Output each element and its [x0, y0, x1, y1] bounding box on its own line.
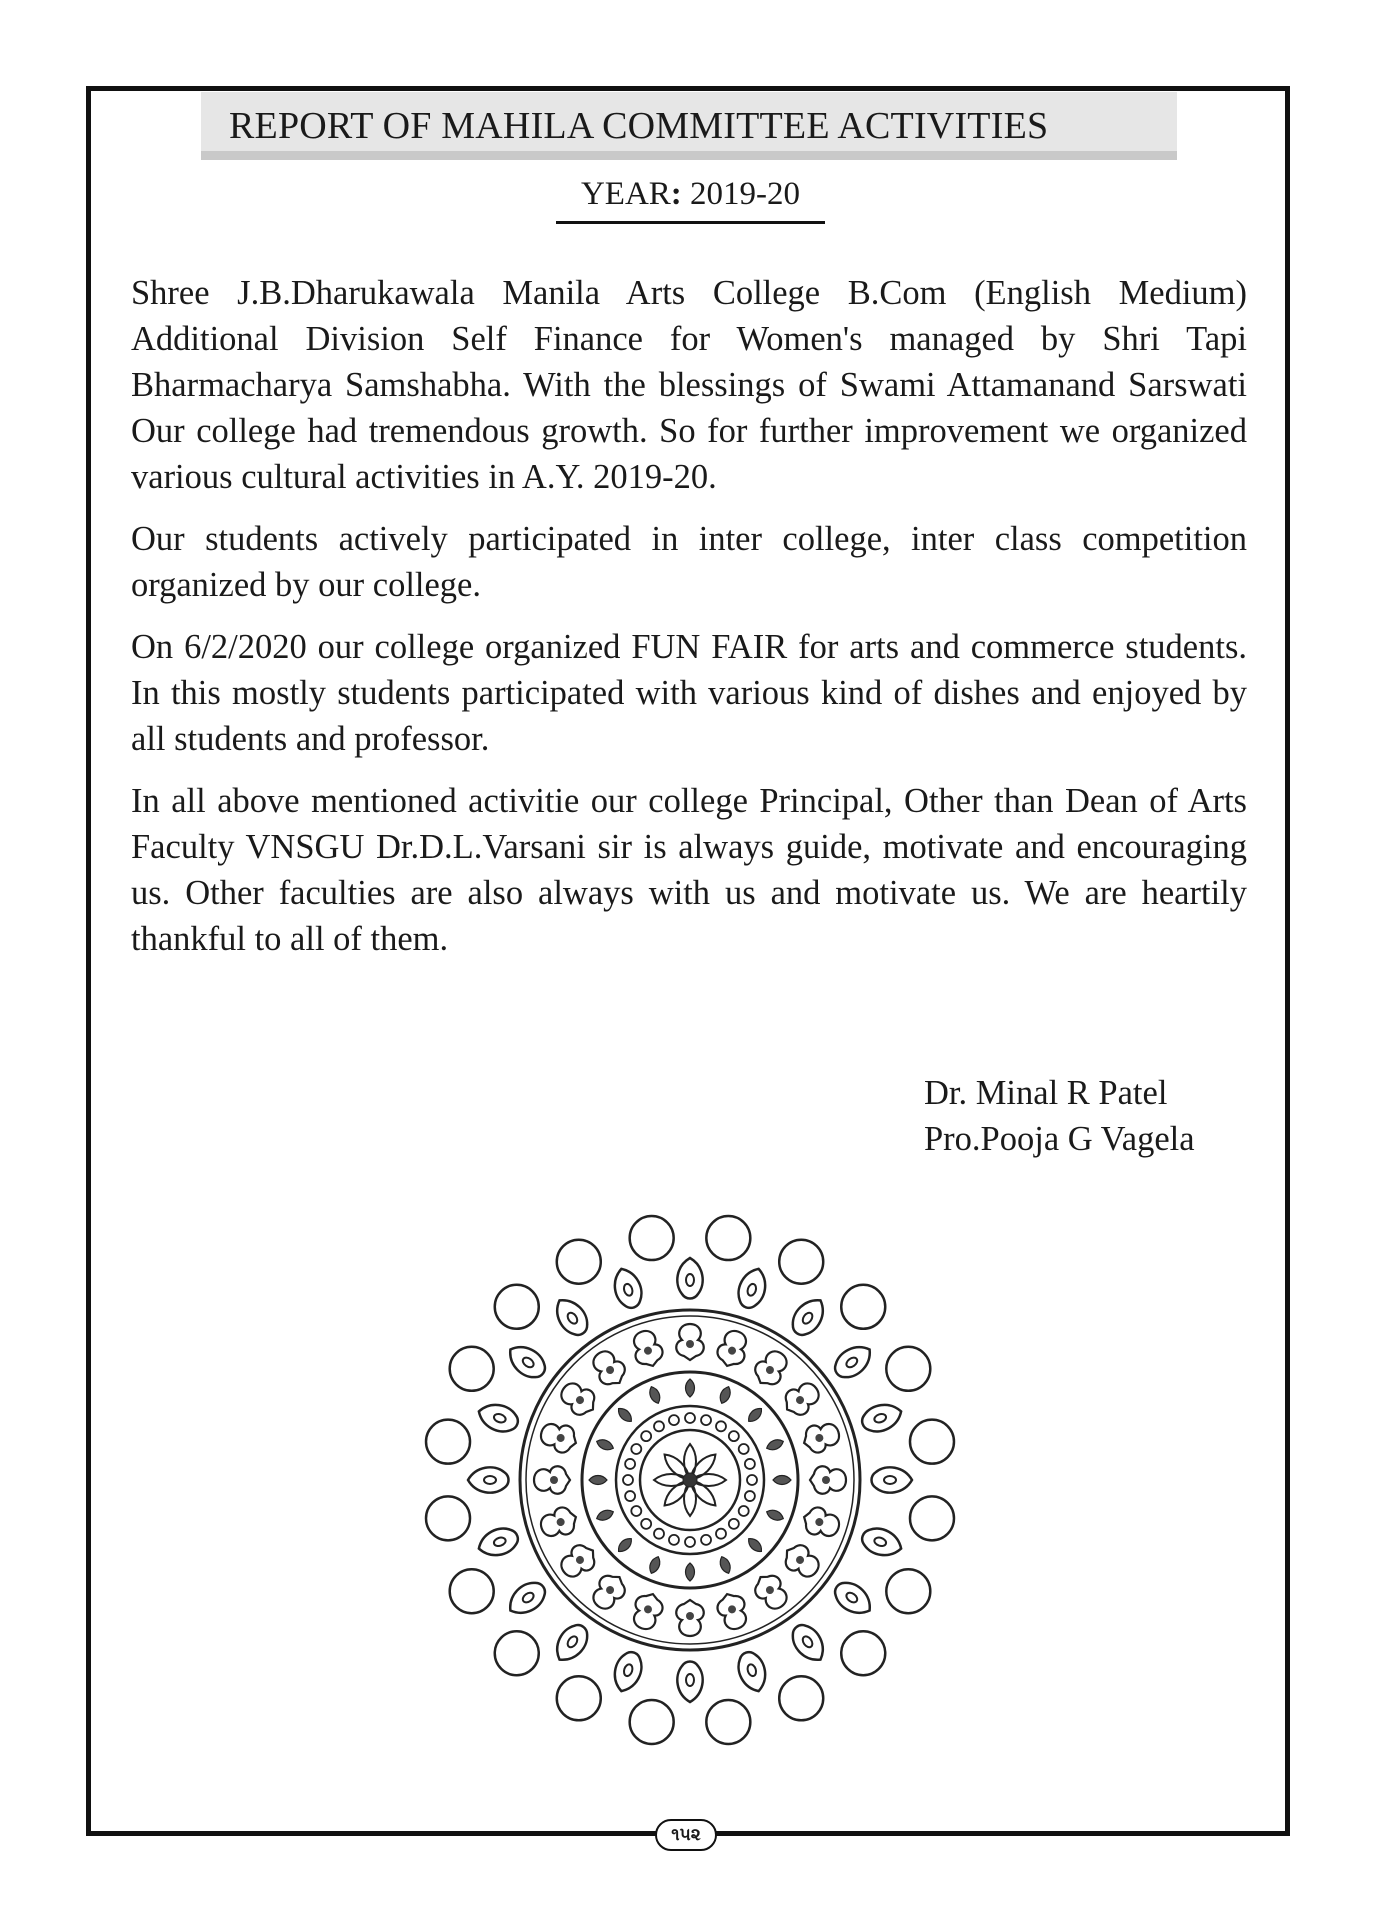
mandala-bead: [641, 1519, 651, 1529]
year-value: 2019-20: [681, 176, 801, 212]
mandala-bead: [669, 1535, 679, 1545]
mandala-spade: [647, 1555, 662, 1575]
mandala-spade: [589, 1476, 607, 1485]
mandala-icon: [410, 1200, 970, 1760]
mandala-ornament: [810, 1466, 846, 1494]
mandala-outer-circle: [450, 1347, 494, 1391]
year-colon: :: [670, 176, 682, 212]
mandala-leaf-motif: [829, 1339, 877, 1383]
mandala-outer-circle: [841, 1631, 885, 1675]
mandala-leaf-motif: [468, 1467, 509, 1492]
mandala-ornament: [629, 1590, 666, 1633]
mandala-spade: [765, 1437, 785, 1452]
mandala-ornament: [537, 1504, 580, 1541]
report-year: [556, 176, 825, 224]
signature-block: [924, 1070, 1195, 1162]
mandala-spade: [718, 1385, 733, 1405]
mandala-bead: [747, 1475, 757, 1485]
report-body: [131, 270, 1247, 978]
mandala-outer-circle: [706, 1700, 750, 1744]
title-banner: [201, 92, 1177, 160]
mandala-bead: [716, 1529, 726, 1539]
year-label: YEAR: [580, 176, 671, 212]
mandala-ornament: [800, 1504, 843, 1541]
mandala-bead: [745, 1491, 755, 1501]
mandala-leaf-motif: [786, 1619, 830, 1667]
mandala-ornament: [800, 1419, 843, 1456]
mandala-ornament: [676, 1600, 704, 1636]
mandala-leaf-motif: [872, 1467, 913, 1492]
mandala-leaf-motif: [475, 1399, 521, 1436]
mandala-bead: [654, 1529, 664, 1539]
mandala-spade: [615, 1536, 634, 1555]
mandala-leaf-motif: [503, 1576, 551, 1620]
mandala-outer-circle: [886, 1569, 930, 1613]
mandala-leaf-motif: [475, 1524, 521, 1561]
mandala-ornament: [676, 1324, 704, 1360]
mandala-ornament: [534, 1466, 570, 1494]
mandala-ornament: [714, 1590, 751, 1633]
mandala-ornament: [779, 1377, 824, 1420]
mandala-spade: [765, 1508, 785, 1523]
mandala-outer-circle: [495, 1285, 539, 1329]
mandala-outer-circle: [426, 1420, 470, 1464]
mandala-spade: [686, 1379, 695, 1397]
mandala-bead: [631, 1506, 641, 1516]
mandala-outer-circle: [557, 1240, 601, 1284]
mandala-center: [683, 1473, 697, 1487]
mandala-outer-circle: [886, 1347, 930, 1391]
mandala-bead: [625, 1491, 635, 1501]
mandala-outer-circle: [706, 1216, 750, 1260]
mandala-ornament: [537, 1419, 580, 1456]
mandala-outer-circle: [779, 1240, 823, 1284]
mandala-leaf-motif: [859, 1399, 905, 1436]
mandala-outer-circle: [450, 1569, 494, 1613]
mandala-bead: [685, 1413, 695, 1423]
signatory-name: Pro.Pooja G Vagela: [924, 1120, 1195, 1158]
mandala-bead: [745, 1459, 755, 1469]
mandala-ornament: [749, 1569, 792, 1614]
mandala-leaf-motif: [609, 1649, 646, 1695]
mandala-leaf-motif: [859, 1524, 905, 1561]
mandala-spade: [718, 1555, 733, 1575]
mandala-spade: [647, 1385, 662, 1405]
mandala-leaf-motif: [677, 1662, 702, 1703]
mandala-leaf-motif: [549, 1293, 593, 1341]
paragraph-participation: Our students actively participated in inter college, inter class competition organized by our college.: [131, 520, 1247, 604]
mandala-outer-circle: [779, 1676, 823, 1720]
mandala-outer-circle: [910, 1496, 954, 1540]
mandala-leaf-motif: [734, 1265, 771, 1311]
paragraph-intro: Shree J.B.Dharukawala Manila Arts College B.Com (English Medium) Additional Division Self Finance for Women's managed by Shri Tapi Bharmacharya Samshabha. With the blessings of Swami Attamanand Sarswati Our college had tremendous growth. So for further improvement we organized various cultural activities in A.Y. 2019-20.: [131, 274, 1247, 496]
mandala-ornament: [587, 1569, 630, 1614]
mandala-spade: [615, 1405, 634, 1424]
mandala-spade: [773, 1476, 791, 1485]
mandala-bead: [739, 1444, 749, 1454]
mandala-bead: [631, 1444, 641, 1454]
mandala-bead: [641, 1431, 651, 1441]
mandala-spade: [746, 1405, 765, 1424]
mandala-leaf-motif: [503, 1339, 551, 1383]
mandala-bead: [625, 1459, 635, 1469]
mandala-bead: [701, 1535, 711, 1545]
signatory-name: Dr. Minal R Patel: [924, 1074, 1168, 1112]
mandala-ornament: [779, 1539, 824, 1582]
mandala-bead: [623, 1475, 633, 1485]
mandala-bead: [701, 1415, 711, 1425]
mandala-spade: [595, 1508, 615, 1523]
mandala-outer-circle: [630, 1700, 674, 1744]
mandala-bead: [716, 1421, 726, 1431]
mandala-bead: [729, 1519, 739, 1529]
paragraph-fun-fair: On 6/2/2020 our college organized FUN FAIR for arts and commerce students. In this mostly students participated with various kind of dishes and enjoyed by all students and professor.: [131, 628, 1247, 758]
mandala-leaf-motif: [734, 1649, 771, 1695]
mandala-bead: [669, 1415, 679, 1425]
mandala-spade: [746, 1536, 765, 1555]
mandala-leaf-motif: [786, 1293, 830, 1341]
mandala-outer-circle: [910, 1420, 954, 1464]
mandala-leaf-motif: [609, 1265, 646, 1311]
mandala-leaf-motif: [549, 1619, 593, 1667]
mandala-ornament: [587, 1346, 630, 1391]
mandala-ornament: [714, 1327, 751, 1370]
mandala-bead: [685, 1537, 695, 1547]
mandala-ornament: [629, 1327, 666, 1370]
page-number: ૧૫૨: [655, 1819, 717, 1851]
report-title: REPORT OF MAHILA COMMITTEE ACTIVITIES: [229, 105, 1049, 147]
mandala-ornament: [749, 1346, 792, 1391]
mandala-bead: [729, 1431, 739, 1441]
mandala-outer-circle: [426, 1496, 470, 1540]
mandala-spade: [686, 1563, 695, 1581]
mandala-outer-circle: [557, 1676, 601, 1720]
mandala-bead: [739, 1506, 749, 1516]
mandala-outer-circle: [495, 1631, 539, 1675]
mandala-leaf-motif: [829, 1576, 877, 1620]
mandala-spade: [595, 1437, 615, 1452]
paragraph-thanks: In all above mentioned activitie our college Principal, Other than Dean of Arts Faculty VNSGU Dr.D.L.Varsani sir is always guide, motivate and encouraging us. Other faculties are also always with us and motivate us. We are heartily thankful to all of them.: [131, 782, 1247, 958]
mandala-bead: [654, 1421, 664, 1431]
mandala-outer-circle: [841, 1285, 885, 1329]
mandala-outer-circle: [630, 1216, 674, 1260]
mandala-ornament: [556, 1539, 601, 1582]
mandala-ornament: [556, 1377, 601, 1420]
mandala-leaf-motif: [677, 1258, 702, 1299]
